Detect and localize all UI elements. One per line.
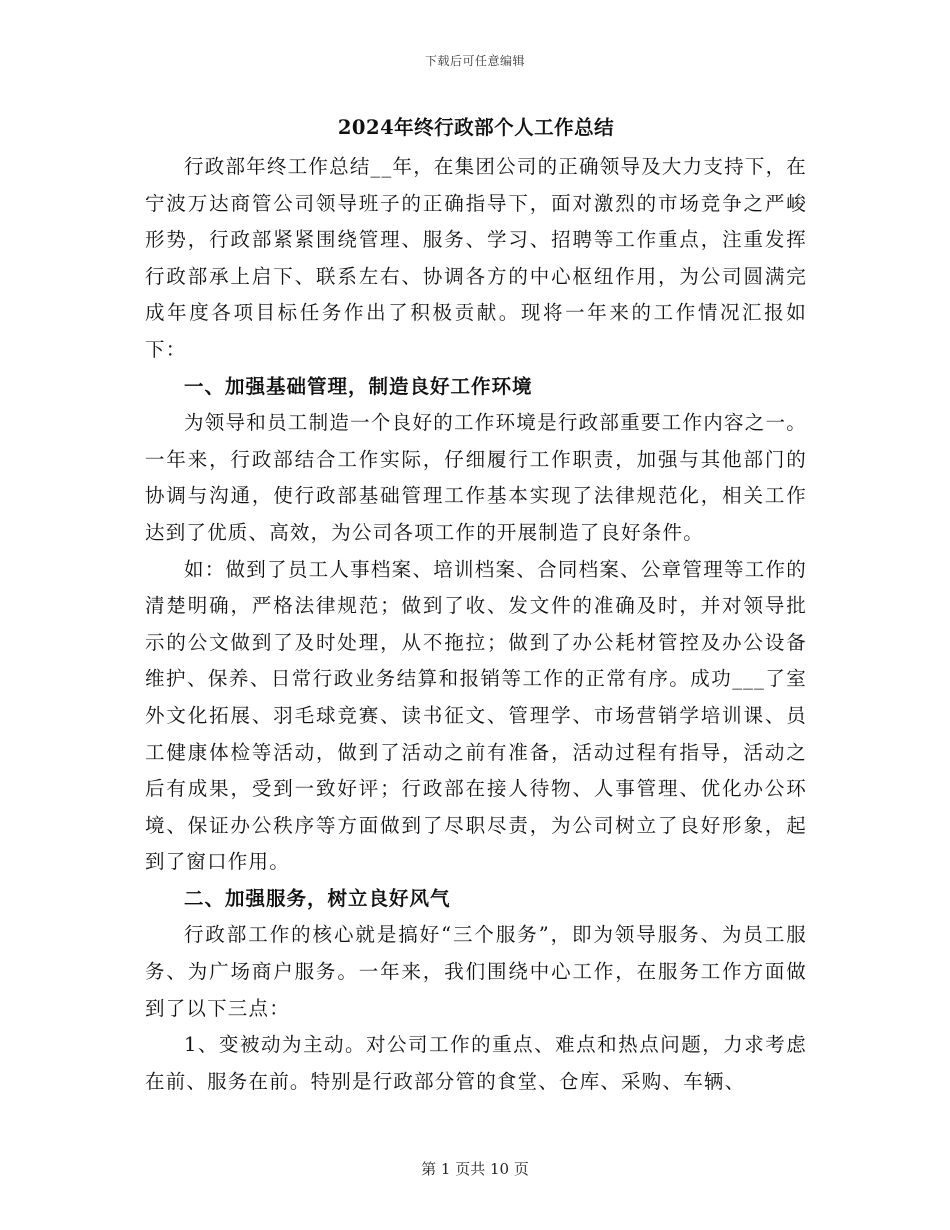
paragraph-section1-a: 为领导和员工制造一个良好的工作环境是行政部重要工作内容之一。一年来，行政部结合工作实际，仔细履行工作职责，加强与其他部门的协调与沟通，使行政部基础管理工作基本实现了法律规范化，相关工作达到了优质、高效，为公司各项工作的开展制造了良好条件。	[145, 411, 807, 544]
document-title: 2024年终行政部个人工作总结	[337, 116, 615, 139]
paragraph-section2-b: 1、变被动为主动。对公司工作的重点、难点和热点问题，力求考虑在前、服务在前。特别是行政部分管的食堂、仓库、采购、车辆、	[145, 1033, 807, 1093]
page-footer: 第 1 页共 10 页	[421, 1160, 529, 1178]
page-header: 下载后可任意编辑	[424, 54, 525, 68]
paragraph-section2-a: 行政部工作的核心就是搞好“三个服务”，即为领导服务、为员工服务、为广场商户服务。一年来，我们围绕中心工作，在服务工作方面做到了以下三点：	[145, 923, 807, 1020]
document-body	[145, 112, 807, 1100]
paragraph-section1-b: 如：做到了员工人事档案、培训档案、合同档案、公章管理等工作的清楚明确，严格法律规范；做到了收、发文件的准确及时，并对领导批示的公文做到了及时处理，从不拖拉；做到了办公耗材管控及办公设备维护、保养、日常行政业务结算和报销等工作的正常有序。成功___了室外文化拓展、羽毛球竞赛、读书征文、管理学、市场营销学培训课、员工健康体检等活动，做到了活动之前有准备，活动过程有指导，活动之后有成果，受到一致好评；行政部在接人待物、人事管理、优化办公环境、保证办公秩序等方面做到了尽职尽责，为公司树立了良好形象，起到了窗口作用。	[145, 557, 807, 874]
section-heading-1: 一、加强基础管理，制造良好工作环境	[184, 374, 533, 398]
paragraph-intro: 行政部年终工作总结__年，在集团公司的正确领导及大力支持下，在宁波万达商管公司领导班子的正确指导下，面对激烈的市场竞争之严峻形势，行政部紧紧围绕管理、服务、学习、招聘等工作重点，注重发挥行政部承上启下、联系左右、协调各方的中心枢纽作用，为公司圆满完成年度各项目标任务作出了积极贡献。现将一年来的工作情况汇报如下：	[145, 155, 807, 361]
section-heading-2: 二、加强服务，树立良好风气	[184, 886, 451, 910]
